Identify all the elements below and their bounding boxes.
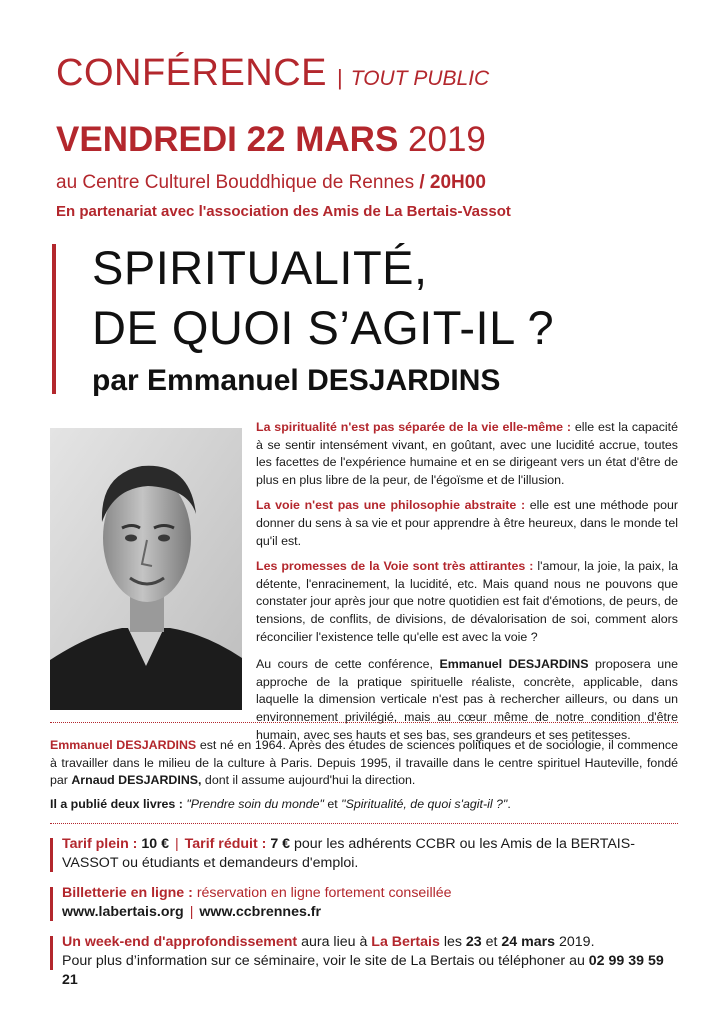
pricing-info [62, 835, 682, 873]
link-labertais[interactable]: www.labertais.org [62, 904, 184, 920]
books-and: et [323, 796, 342, 811]
weekend-day-2: 24 mars [501, 934, 556, 950]
section-divider [50, 823, 678, 824]
intro-paragraph [256, 497, 678, 550]
weekend-place: La Bertais [371, 934, 440, 950]
bio-founder: Arnaud DESJARDINS, [71, 773, 202, 788]
tarif-plein-label: Tarif plein : [62, 836, 142, 852]
speaker-line: par Emmanuel DESJARDINS [92, 364, 501, 397]
intro-text: l'amour, la joie, la paix, la détente, l'enracinement, la lucidité, etc. Mais quand nous ne pouvons que constater jour après jour que notre quotidien est fait d'émotions, de peurs, de tensions, de conflits, de divisions, de dévalorisation de soi, comment alors réconcilier l'existence telle qu'elle est avec la voie ? [256, 559, 678, 644]
weekend-phone: 02 99 39 59 21 [62, 953, 664, 988]
books-end: . [507, 796, 511, 811]
billetterie-accent-bar [50, 887, 53, 921]
weekend-info [62, 933, 682, 990]
event-time: 20H00 [429, 172, 486, 193]
partner-line: En partenariat avec l'association des Amis de La Bertais-Vassot [56, 203, 511, 220]
book-title-2: "Spiritualité, de quoi s'agit-il ?" [341, 796, 508, 811]
conference-label: CONFÉRENCE [56, 52, 328, 94]
weekend-text-2: les [439, 934, 466, 950]
audience-label: TOUT PUBLIC [350, 67, 490, 90]
venue-separator: / [419, 172, 425, 193]
intro-text: elle est une méthode pour donner du sens à sa vie et pour apprendre à être heureux, dans le monde tel qu'il est. [256, 498, 678, 548]
tarif-text: pour les adhérents CCBR ou les Amis de la BERTAIS-VASSOT ou étudiants et demandeurs d'emploi. [62, 836, 635, 871]
title-line-2: DE QUOI S’AGIT-IL ? [92, 301, 555, 354]
ticketing-info [62, 884, 682, 922]
tarif-accent-bar [50, 838, 53, 872]
weekend-text-4: 2019. [555, 934, 595, 950]
weekend-lead: Un week-end d'approfondissement [62, 934, 298, 950]
event-date [56, 120, 486, 160]
intro-paragraph [256, 419, 678, 489]
intro-lead: La spiritualité n'est pas séparée de la vie elle-même : [256, 420, 572, 434]
tarif-reduit-value: 7 € [270, 836, 291, 852]
conference-header [56, 52, 489, 95]
speaker-bio [50, 737, 678, 813]
bio-paragraph [50, 737, 678, 790]
books-line [50, 796, 678, 814]
intro-lead: La voie n'est pas une philosophie abstraite : [256, 498, 526, 513]
talk-text-after: proposera une approche de la pratique spirituelle réaliste, concrète, applicable, dans laquelle la dimension verticale n'est pas à rechercher ailleurs, ou dans un environnement privilégié, mais au cœur même de notre condition d'être humain, avec ses hauts et ses bas, ses grandeurs et ses petitesses. [256, 657, 678, 742]
books-lead: Il a publié deux livres : [50, 796, 187, 811]
section-divider [50, 722, 678, 723]
bio-name: Emmanuel DESJARDINS [50, 738, 197, 752]
talk-text-before: Au cours de cette conférence, [256, 657, 440, 672]
speaker-portrait [50, 428, 242, 710]
event-venue [56, 172, 486, 194]
intro-paragraph [256, 558, 678, 646]
header-separator: | [337, 65, 343, 90]
bio-text: est né en 1964. Après des études de sciences politiques et de sociologie, il commence à travailler dans le milieu de la culture à Paris. Depuis 1995, il travaille dans le centre spirituel Hauteville, fondé par [50, 738, 678, 788]
title-accent-bar [52, 244, 56, 394]
book-title-1: "Prendre soin du monde" [186, 796, 324, 811]
conference-description [256, 419, 678, 752]
talk-paragraph [256, 656, 678, 744]
weekend-contact-text: Pour plus d’information sur ce séminaire, voir le site de La Bertais ou téléphoner au [62, 953, 589, 969]
billetterie-text: réservation en ligne fortement conseillée [196, 885, 452, 901]
weekend-day-1: 23 [465, 934, 482, 950]
intro-lead: Les promesses de la Voie sont très attirantes : [256, 559, 534, 574]
tarif-separator: | [174, 836, 179, 852]
event-date-day: VENDREDI 22 MARS [56, 120, 399, 159]
links-separator: | [189, 904, 194, 920]
weekend-text-1: aura lieu à [297, 934, 372, 950]
venue-name: au Centre Culturel Bouddhique de Rennes [56, 172, 415, 193]
talk-speaker-name: Emmanuel DESJARDINS [439, 657, 589, 672]
billetterie-lead: Billetterie en ligne : [62, 885, 197, 901]
link-ccbrennes[interactable]: www.ccbrennes.fr [199, 904, 322, 920]
title-line-1: SPIRITUALITÉ, [92, 241, 428, 294]
bio-text-end: dont il assume aujourd'hui la direction. [201, 773, 416, 788]
event-date-year: 2019 [408, 120, 486, 159]
tarif-reduit-label: Tarif réduit : [184, 836, 271, 852]
intro-text: elle est la capacité à se sentir intensément vivant, en goûtant, avec une lucidité accrue, toutes les facettes de l'expérience humaine et en se dirigeant vers un état d'être de plus en plus libre de la peur, de l'égoïsme et de l'illusion. [256, 420, 678, 487]
weekend-text-3: et [481, 934, 502, 950]
tarif-plein-value: 10 € [141, 836, 169, 852]
weekend-accent-bar [50, 936, 53, 970]
